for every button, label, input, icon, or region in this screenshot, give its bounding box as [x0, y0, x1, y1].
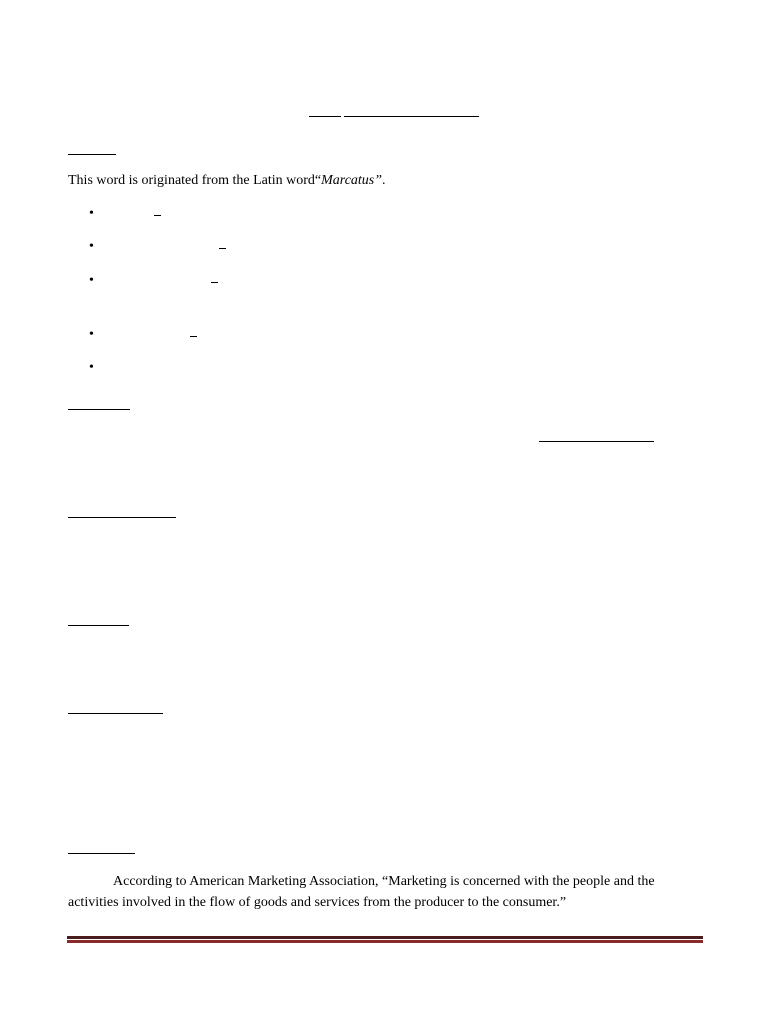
intro-italic-word: Marcatus” [321, 173, 383, 188]
title-underline-long [344, 116, 479, 117]
intro-text-end: . [382, 173, 386, 188]
intro-text: This word is originated from the Latin word“ [68, 173, 322, 188]
subheading-underline [68, 713, 163, 714]
section-heading-underline [68, 409, 130, 410]
footer-rule [67, 936, 703, 943]
bullet-marker: • [89, 273, 94, 288]
inline-underline [539, 441, 654, 442]
section-heading-underline [68, 154, 116, 155]
bullet-dash [219, 248, 226, 249]
definition-text: According to American Marketing Association, “Marketing is concerned with the people and the activities involved in the flow of goods and services from the producer to the consumer.” [68, 874, 655, 910]
subheading-underline [68, 625, 129, 626]
definition-paragraph [68, 871, 668, 913]
bullet-marker: • [89, 327, 94, 342]
subheading-underline [68, 853, 135, 854]
footer-rule-bottom [67, 940, 703, 943]
bullet-marker: • [89, 239, 94, 254]
bullet-marker: • [89, 206, 94, 221]
title-underline-short [309, 116, 341, 117]
bullet-marker: • [89, 360, 94, 375]
subheading-underline [68, 517, 176, 518]
bullet-dash [190, 336, 197, 337]
bullet-dash [211, 282, 218, 283]
bullet-dash [154, 215, 161, 216]
intro-line [68, 172, 386, 190]
